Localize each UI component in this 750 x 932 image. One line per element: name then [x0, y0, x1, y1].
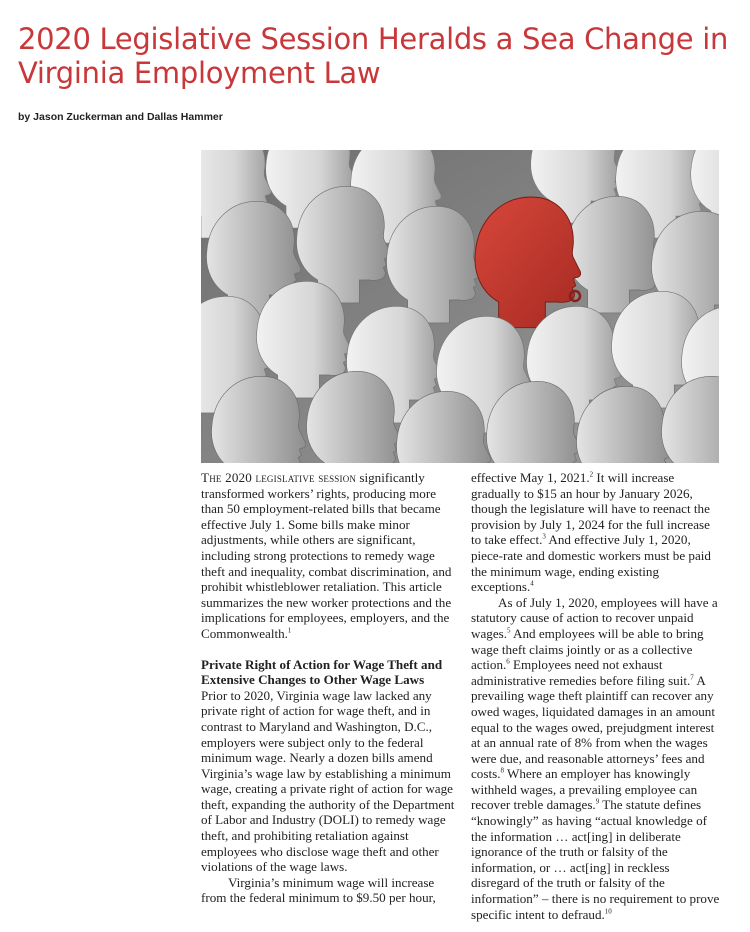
footnote-ref: 6 — [506, 657, 510, 666]
paper-heads-illustration-icon — [201, 150, 719, 463]
footnote-ref: 8 — [500, 766, 504, 775]
intro-paragraph: The 2020 legislative session significantly transformed workers’ rights, producing more than 50 employment-related bills that became effective July 1. Some bills make minor adjustments, while others are significant, including strong protections to remedy wage theft and inequality, combat discrimination, and prohibit whistleblower retaliation. This article summarizes the new worker protections and the implications for employees, employers, and the Commonwealth.$^1$ — [201, 470, 452, 641]
byline: by Jason Zuckerman and Dallas Hammer — [18, 111, 223, 123]
article-title: 2020 Legislative Session Heralds a Sea Change in Virginia Employment Law — [18, 22, 729, 90]
footnote-ref: 9 — [595, 798, 600, 807]
section-heading: Private Right of Action for Wage Theft and Extensive Changes to Other Wage Laws — [201, 656, 443, 688]
lead-in: The 2020 legislative session — [201, 470, 357, 485]
body-paragraph: effective May 1, 2021.$^2$ It will increase gradually to $15 an hour by January 2026, though the legislature will have to reenact the provision by July 1, 2024 for the full increase to take effect.$^3$ And effective July 1, 2020, piece-rate and domestic workers must be paid the minimum wage, ending existing exceptions.$^4$ — [471, 470, 711, 595]
footnote-ref: 1 — [287, 626, 292, 635]
footnote-ref: 3 — [542, 533, 546, 542]
footnote-ref: 7 — [690, 673, 694, 682]
column-right — [471, 470, 721, 922]
body-paragraph: Prior to 2020, Virginia wage law lacked any private right of action for wage theft, and in contrast to Maryland and Washington, D.C., employers were subject only to the federal minimum wage. Nearly a dozen bills amend Virginia’s wage law by establishing a minimum wage, creating a private right of action for wage theft, expanding the authority of the Department of Labor and Industry (DOLI) to remedy wage theft, and prohibiting retaliation against employees who disclose wage theft and other violations of the wage laws. — [201, 687, 455, 875]
column-left — [201, 470, 455, 906]
footnote-ref: 10 — [604, 907, 612, 916]
hero-image — [201, 150, 719, 463]
footnote-ref: 2 — [589, 470, 594, 479]
body-paragraph: Virginia’s minimum wage will increase from the federal minimum to $9.50 per hour, — [201, 874, 436, 906]
body-paragraph: As of July 1, 2020, employees will have a statutory cause of action to recover unpaid wages.$^5$ And employees will be able to bring wage theft claims jointly or as a collective action.$^6$ Employees need not exhaust administrative remedies before filing suit.$^7$ A prevailing wage theft plaintiff can recover any owed wages, liquidated damages in an amount equal to the wages owed, prejudgment interest at an annual rate of 8% from when the wages were due, and reasonable attorneys’ fees and costs.$^8$ Where an employer has knowingly withheld wages, a prevailing employee can recover treble damages.$^9$ The statute defines “knowingly” as having “actual knowledge of the information … act[ing] in deliberate ignorance of the truth or falsity of the information, or … act[ing] in reckless disregard of the truth or falsity of the information” – there is no requirement to prove specific intent to defraud.$^{10}$ — [471, 594, 720, 922]
footnote-ref: 4 — [530, 579, 534, 588]
footnote-ref: 5 — [507, 626, 511, 635]
